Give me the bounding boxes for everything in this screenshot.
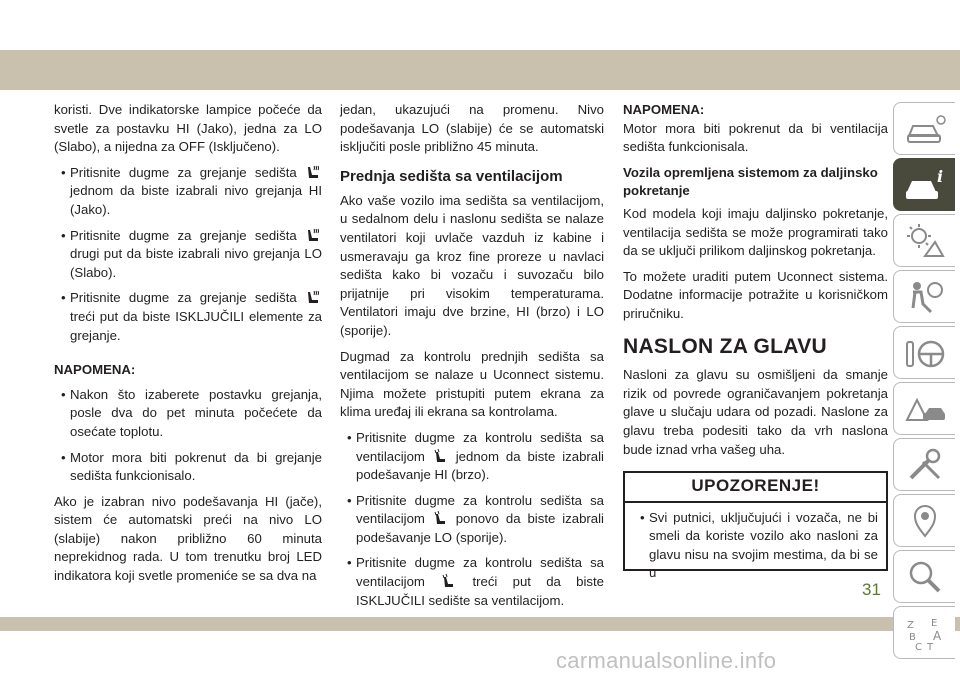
sub-heading: Vozila opremljena sistemom za daljinsko pokretanje [623, 164, 878, 199]
paragraph: jedan, ukazujući na promenu. Nivo podešavanja LO (slabije) će se automatski isključiti posle približno 45 minuta. [340, 102, 604, 155]
car-controls-icon [903, 166, 947, 204]
paragraph: koristi. Dve indikatorske lampice počeće da svetle za postavku HI (Jako), jedna za LO (Slabo), a nijedna za OFF (Isključeno). [54, 102, 322, 155]
header-band [0, 50, 960, 90]
multimedia-gps-icon [903, 502, 947, 540]
bullet-item: • Nakon što izaberete postavku grejanja, posle dva do pet minuta počećete da osećate toplotu. [61, 386, 322, 439]
svg-text:T: T [926, 641, 933, 653]
chapter-tabs [893, 102, 960, 662]
ventilated-seat-icon [433, 449, 448, 463]
tab-service-tools[interactable] [893, 438, 955, 491]
tab-multimedia-gps[interactable] [893, 494, 955, 547]
car-info-icon [903, 110, 947, 148]
bullet-item: • Pritisnite dugme za kontrolu sedišta sa ventilacijom jednom da biste izabrali podešavanje HI (brzo). [347, 429, 604, 483]
tab-search[interactable] [893, 550, 955, 603]
tab-steering-wheel[interactable] [893, 326, 955, 379]
paragraph: Dugmad za kontrolu prednjih sedišta sa ventilacijom se nalaze u Uconnect sistemu. Njima možete pristupiti putem ekrana za klima uređaj ili ekrana sa kontrolama. [340, 348, 604, 420]
tab-car-controls[interactable] [893, 158, 955, 211]
paragraph: Ako vaše vozilo ima sedišta sa ventilacijom, u sedalnom delu i naslonu sedišta se nalaze ventilatori koji uvlače vazduh iz kabine i usmeravaju ga kroz fine proreze u navlaci sedišta kako bi vozaču i suvozaču bilo prijatnije pri visokim temperaturama. Ventilatori imaju dve brzine, HI (brzo) i LO (sporije). [340, 192, 604, 338]
paragraph: Nasloni za glavu su osmišljeni da smanje rizik od povrede ograničavanjem pokretanja glave u slučaju udara od pozadi. Naslone za glavu treba podesiti tako da vrh naslona bude iznad vrha vašeg uha. [623, 367, 888, 457]
bullet-item: • Pritisnite dugme za kontrolu sedišta sa ventilacijom ponovo da biste izabrali podešavanje LO (sporije). [347, 492, 604, 545]
section-heading: NASLON ZA GLAVU [623, 334, 827, 358]
bullet-item: • Svi putnici, uključujući i vozača, ne bi smeli da koriste vozilo ako nasloni za glavu nisu na svojim mestima, da bi se u [640, 509, 878, 581]
svg-text:A: A [932, 628, 941, 643]
tab-roadside-warning[interactable] [893, 382, 955, 435]
heated-seat-icon [306, 165, 321, 179]
warning-title: UPOZORENJE! [625, 473, 886, 503]
svg-text:C: C [914, 641, 922, 653]
search-icon [903, 558, 947, 596]
ventilated-seat-icon [433, 511, 448, 525]
ventilated-seat-icon [441, 574, 456, 588]
svg-text:i: i [936, 166, 943, 186]
paragraph: Ako je izabran nivo podešavanja HI (jače), sistem će automatski preći na nivo LO (slabije) nakon približno 60 minuta neprekidnog rada. U tom trenutku broj LED indikatora koji svetle promeniće se sa dva na [54, 493, 322, 584]
bullet-item: • Pritisnite dugme za kontrolu sedišta sa ventilacijom treći put da biste ISKLJUČILI sedište sa ventilacijom. [347, 555, 604, 608]
watermark: carmanualsonline.info [556, 648, 777, 673]
page-number: 31 [862, 580, 881, 599]
note-title: NAPOMENA: [54, 362, 136, 378]
service-tools-icon [903, 446, 947, 484]
svg-text:Z: Z [906, 619, 914, 631]
paragraph: Motor mora biti pokrenut da bi ventilacija sedišta funkcionisala. [623, 120, 888, 155]
heated-seat-icon [306, 290, 321, 304]
heated-seat-icon [306, 228, 321, 242]
svg-text:E: E [930, 617, 937, 629]
column-3 [623, 101, 888, 581]
bullet-item: • Pritisnite dugme za grejanje sedišta treći put da biste ISKLJUČILI elemente za grejanje. [61, 290, 322, 343]
bullet-item: • Pritisnite dugme za grejanje sedišta drugi put da biste izabrali nivo grejanja LO (Slabo). [61, 227, 322, 280]
column-1 [54, 101, 322, 593]
paragraph: To možete uraditi putem Uconnect sistema. Dodatne informacije potražite u korisničkom priručniku. [623, 268, 888, 321]
note-title: NAPOMENA: [623, 102, 705, 117]
steering-wheel-icon [903, 334, 947, 372]
warning-lights-icon [903, 222, 947, 260]
footer-band [0, 617, 960, 631]
section-heading: Prednja sedišta sa ventilacijom [340, 167, 563, 185]
roadside-warning-icon [903, 390, 947, 428]
svg-text:B: B [908, 631, 916, 643]
bullet-item: • Motor mora biti pokrenut da bi grejanje sedišta funkcionisalo. [61, 449, 322, 484]
tab-airbag-safety[interactable] [893, 270, 955, 323]
bullet-item: • Pritisnite dugme za grejanje sedišta jednom da biste izabrali nivo grejanja HI (Jako). [61, 164, 322, 217]
warning-box [623, 471, 888, 581]
airbag-safety-icon [903, 278, 947, 316]
tab-warning-lights[interactable] [893, 214, 955, 267]
tab-index[interactable] [893, 606, 955, 659]
column-2 [340, 101, 604, 617]
paragraph: Kod modela koji imaju daljinsko pokretanje, ventilacija sedišta se može programirati tako da se uključi prilikom daljinskog pokretanja. [623, 205, 888, 259]
index-letters-icon [903, 614, 947, 652]
tab-car-info[interactable] [893, 102, 955, 155]
